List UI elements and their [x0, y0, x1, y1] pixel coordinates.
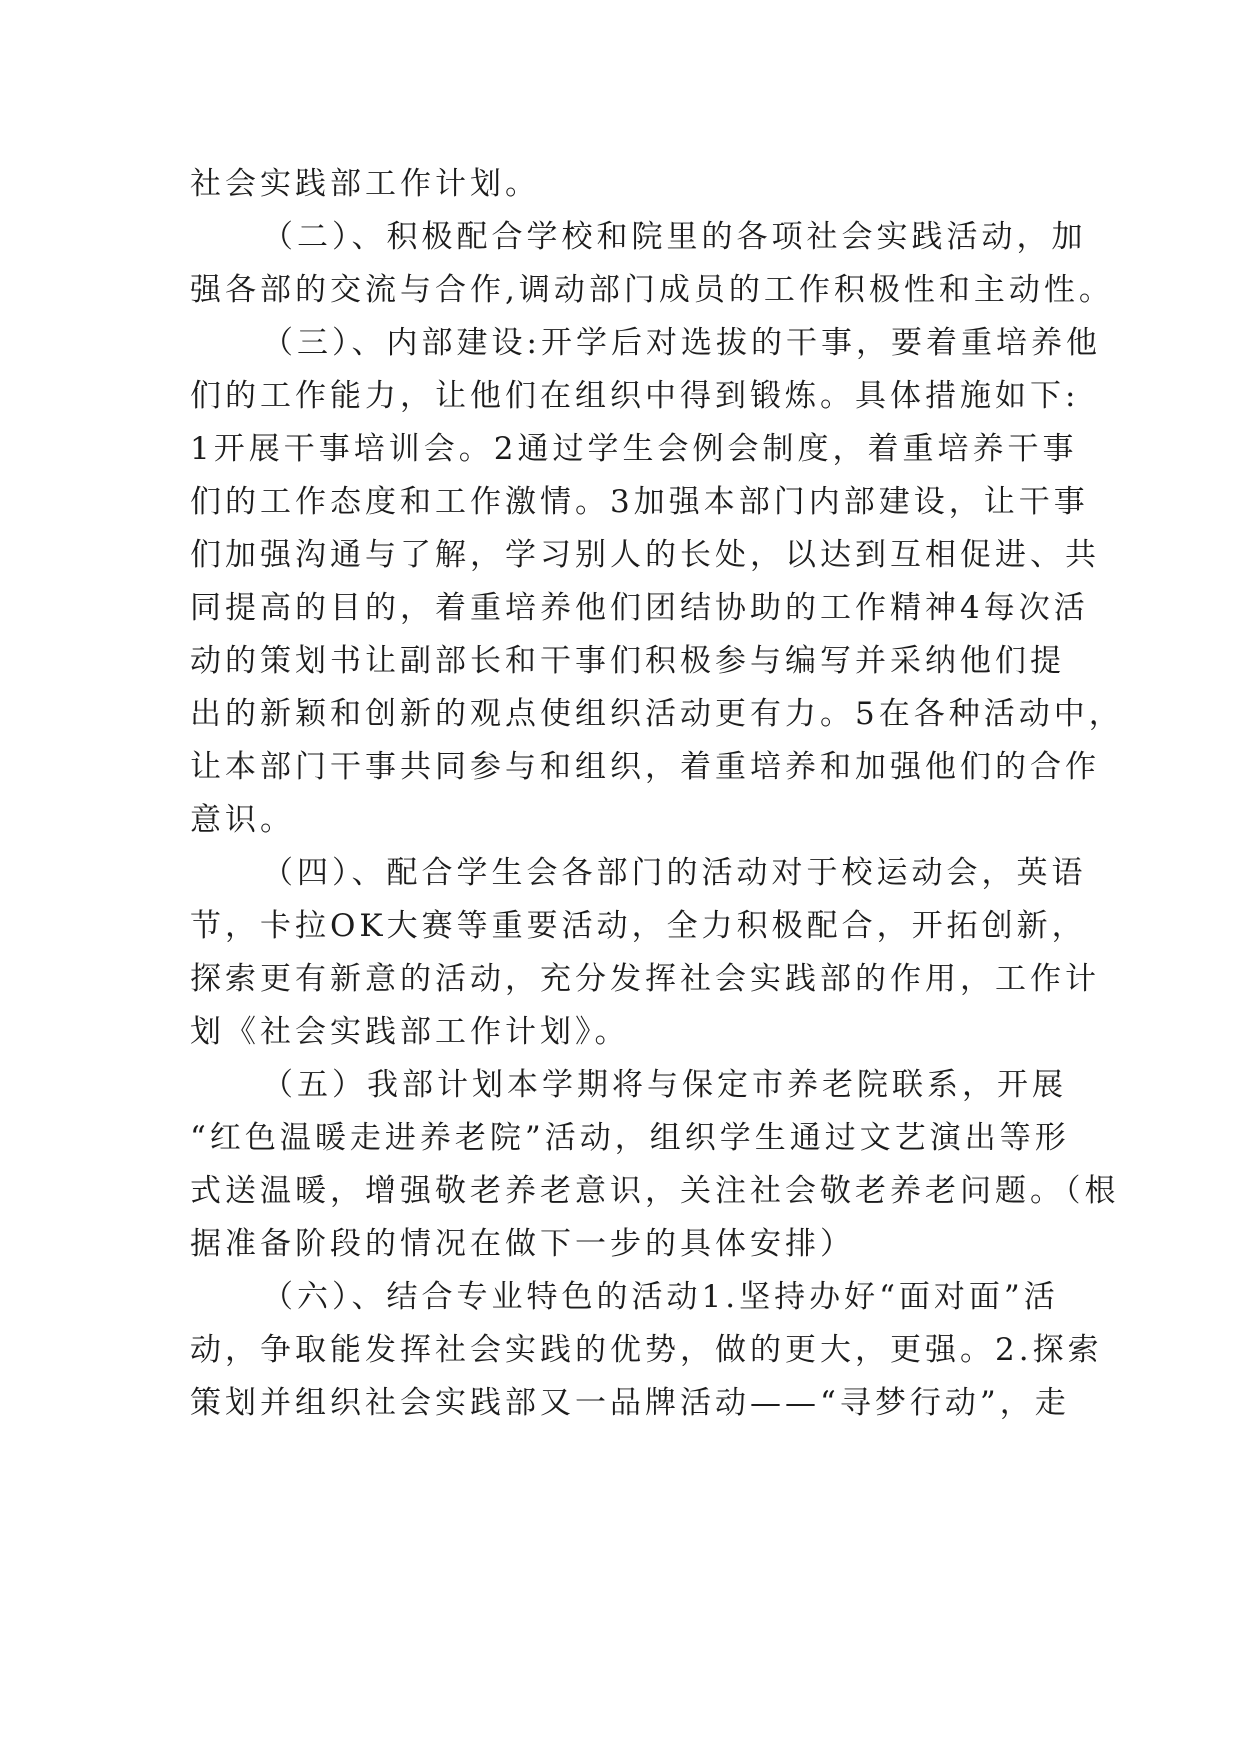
- paragraph-heading-6: （六）、结合专业特色的活动1.坚持办好“面对面”活: [262, 1279, 1059, 1315]
- text-line: “红色温暖走进养老院”活动，组织学生通过文艺演出等形: [190, 1120, 1070, 1156]
- text-line: 强各部的交流与合作,调动部门成员的工作积极性和主动性。: [190, 272, 1114, 308]
- text-line: 意识。: [190, 802, 295, 838]
- text-line: 划《社会实践部工作计划》。: [190, 1014, 630, 1050]
- text-line: 们的工作态度和工作激情。3加强本部门内部建设，让干事: [190, 484, 1089, 520]
- text-line: 节，卡拉OK大赛等重要活动，全力积极配合，开拓创新，: [190, 908, 1087, 944]
- document-body: [190, 158, 1124, 1430]
- text-line: 们加强沟通与了解，学习别人的长处，以达到互相促进、共: [190, 537, 1100, 573]
- paragraph-heading-4: （四）、配合学生会各部门的活动对于校运动会，英语: [262, 855, 1087, 891]
- text-line: 动的策划书让副部长和干事们积极参与编写并采纳他们提: [190, 643, 1065, 679]
- paragraph-heading-2: （二）、积极配合学校和院里的各项社会实践活动，加: [262, 219, 1087, 255]
- text-line: 探索更有新意的活动，充分发挥社会实践部的作用，工作计: [190, 961, 1100, 997]
- text-line: 动，争取能发挥社会实践的优势，做的更大，更强。2.探索: [190, 1332, 1103, 1368]
- text-line: 同提高的目的，着重培养他们团结协助的工作精神4每次活: [190, 590, 1089, 626]
- paragraph-heading-5: （五）我部计划本学期将与保定市养老院联系，开展: [262, 1067, 1067, 1103]
- paragraph-heading-3: （三）、内部建设:开学后对选拔的干事，要着重培养他: [262, 325, 1101, 361]
- text-line: 策划并组织社会实践部又一品牌活动——“寻梦行动”，走: [190, 1385, 1070, 1421]
- text-line: 据准备阶段的情况在做下一步的具体安排）: [190, 1226, 855, 1262]
- text-line: 社会实践部工作计划。: [190, 166, 540, 202]
- text-line: 出的新颖和创新的观点使组织活动更有力。5在各种活动中，: [190, 696, 1124, 732]
- text-line: 让本部门干事共同参与和组织，着重培养和加强他们的合作: [190, 749, 1100, 785]
- text-line: 们的工作能力，让他们在组织中得到锻炼。具体措施如下:: [190, 378, 1080, 414]
- text-line: 1开展干事培训会。2通过学生会例会制度，着重培养干事: [190, 431, 1078, 467]
- text-line: 式送温暖，增强敬老养老意识，关注社会敬老养老问题。（根: [190, 1173, 1120, 1209]
